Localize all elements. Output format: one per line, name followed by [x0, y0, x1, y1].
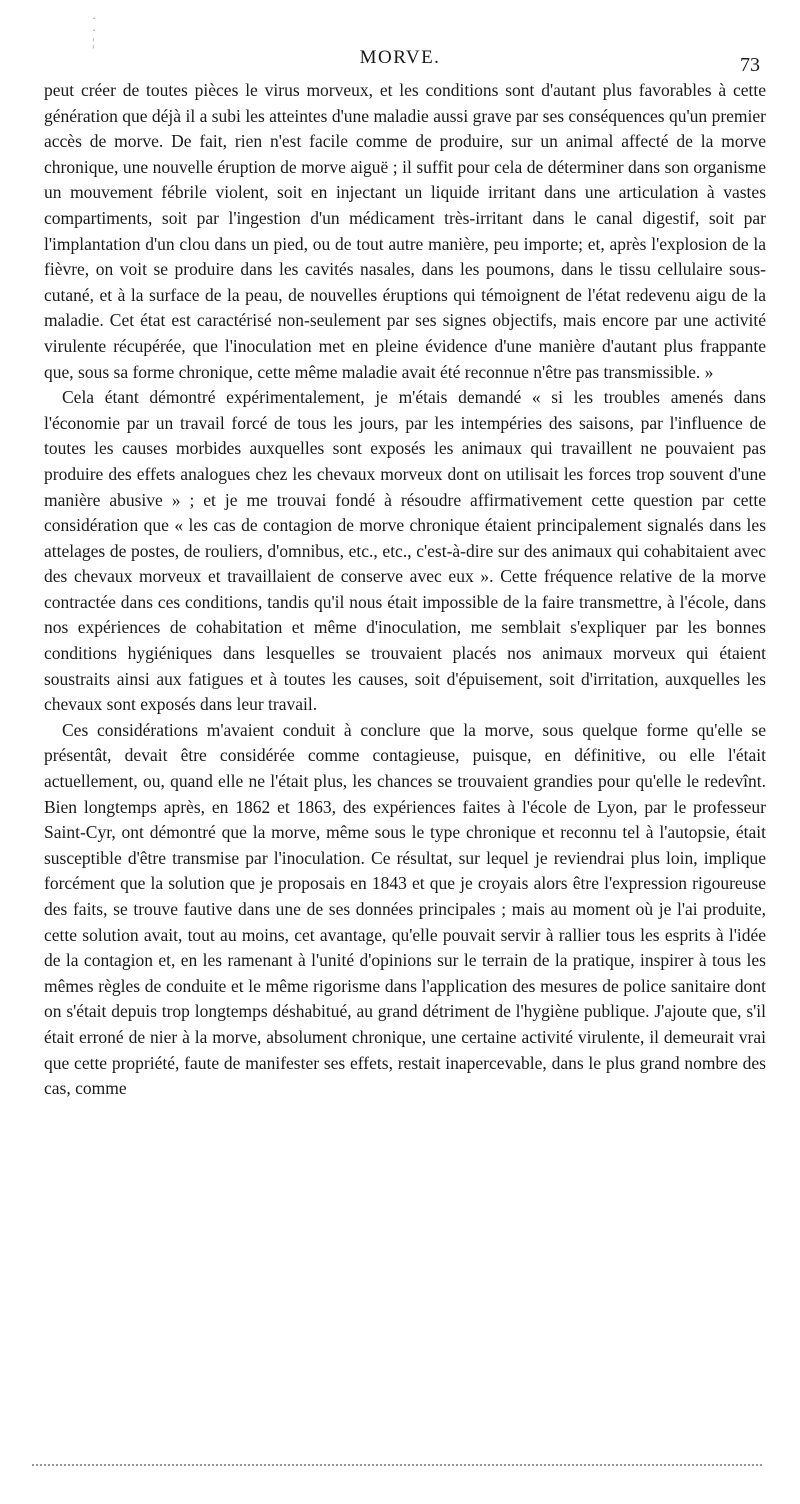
body-text	[44, 78, 766, 1102]
footer-dotted-rule	[32, 1464, 762, 1466]
running-title: MORVE.	[359, 47, 441, 68]
paragraph: peut créer de toutes pièces le virus morveux, et les conditions sont d'autant plus favorables à cette génération que déjà il a subi les atteintes d'une maladie aussi grave par ses conséquences qu'un premier accès de morve. De fait, rien n'est facile comme de produire, sur un animal affecté de la morve chronique, une nouvelle éruption de morve aiguë ; il suffit pour cela de déterminer dans son organisme un mouvement fébrile violent, soit en injectant un liquide irritant dans une articulation à vastes compartiments, soit par l'ingestion d'un médicament très-irritant dans le canal digestif, soit par l'implantation d'un clou dans un pied, ou de tout autre manière, peu importe; et, après l'explosion de la fièvre, on voit se produire dans les cavités nasales, dans les poumons, dans le tissu cellulaire sous-cutané, et à la surface de la peau, de nouvelles éruptions qui témoignent de l'état redevenu aigu de la maladie. Cet état est caractérisé non-seulement par ses signes objectifs, mais encore par une activité virulente récupérée, que l'inoculation met en pleine évidence d'une manière d'autant plus frappante que, sous sa forme chronique, cette même maladie avait été reconnue n'être pas transmissible. »	[44, 80, 766, 382]
margin-mark: · · ¦	[92, 11, 96, 49]
page-number: 73	[740, 54, 760, 76]
paragraph: Cela étant démontré expérimentalement, je m'étais demandé « si les troubles amenés dans l'économie par un travail forcé de tous les jours, par les intempéries des saisons, par l'influence de toutes les causes morbides auxquelles sont exposés les animaux qui travaillent ne pouvaient pas produire des effets analogues chez les chevaux morveux dont on utilisait les forces trop souvent d'une manière abusive » ; et je me trouvai fondé à résoudre affirmativement cette question par cette considération que « les cas de contagion de morve chronique étaient principalement signalés dans les attelages de postes, de rouliers, d'omnibus, etc., etc., c'est-à-dire sur des animaux qui cohabitaient avec des chevaux morveux et travaillaient de conserve avec eux ». Cette fréquence relative de la morve contractée dans ces conditions, tandis qu'il nous était impossible de la faire transmettre, à l'école, dans nos expériences de cohabitation et même d'inoculation, me semblait s'expliquer par les bonnes conditions hygiéniques dans lesquelles se trouvaient placés nos animaux morveux qui étaient soustraits ainsi aux fatigues et à toutes les causes, soit d'épuisement, soit d'irritation, auxquelles les chevaux sont exposés dans leur travail.	[44, 387, 766, 715]
paragraph: Ces considérations m'avaient conduit à conclure que la morve, sous quelque forme qu'elle se présentât, devait être considérée comme contagieuse, puisque, en définitive, ou elle l'était actuellement, ou, quand elle ne l'était plus, les chances se trouvaient grandies pour qu'elle le redevînt. Bien longtemps après, en 1862 et 1863, des expériences faites à l'école de Lyon, par le professeur Saint-Cyr, ont démontré que la morve, même sous le type chronique et reconnu tel à l'autopsie, était susceptible d'être transmise par l'inoculation. Ce résultat, sur lequel je reviendrai plus loin, implique forcément que la solution que je proposais en 1843 et que je croyais alors être l'expression rigoureuse des faits, se trouve fautive dans une de ses données principales ; mais au moment où je l'ai produite, cette solution avait, tout au moins, cet avantage, qu'elle pouvait servir à rallier tous les esprits à l'idée de la contagion et, en les ramenant à l'unité d'opinions sur le terrain de la pratique, inspirer à tous les mêmes règles de conduite et le même rigorisme dans l'application des mesures de police sanitaire dont on s'était depuis trop longtemps déshabitué, au grand détriment de l'hygiène publique. J'ajoute que, s'il était erroné de nier à la morve, absolument chronique, une certaine activité virulente, il demeurait vrai que cette propriété, faute de manifester ses effets, restait inapercevable, dans le plus grand nombre des cas, comme	[44, 719, 766, 1099]
